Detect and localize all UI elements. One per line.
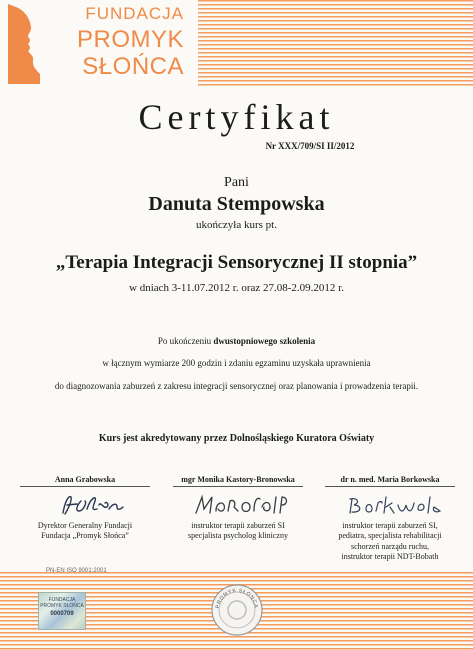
signatory-role-4: instruktor terapii NDT-Bobath	[341, 552, 439, 562]
salutation: Pani	[224, 175, 249, 190]
completed-text: ukończyła kurs pt.	[196, 219, 277, 231]
iso-label: PN-EN ISO 9001:2001	[46, 568, 107, 574]
hologram-text-1: FUNDACJA	[48, 597, 76, 603]
signatory-role-1: instruktor terapii zaburzeń SI,	[342, 521, 438, 530]
signatory-role-2: specjalista psycholog kliniczny	[188, 531, 288, 541]
embossed-seal-icon	[210, 583, 264, 637]
hologram-sticker	[38, 592, 86, 630]
signatory-role-3: schorzeń narządu ruchu,	[351, 541, 429, 551]
recipient-name: Danuta Stempowska	[148, 193, 325, 215]
signature-block-instructor-2	[310, 475, 470, 563]
child-profile-icon	[6, 4, 40, 84]
logo-word-promyk: PROMYK	[76, 26, 184, 53]
course-dates: w dniach 3-11.07.2012 r. oraz 27.08-2.09.2012 r.	[129, 282, 344, 294]
signatory-role-2: pediatra, specjalista rehabilitacji	[338, 531, 442, 541]
paragraph-hours: w łącznym wymiarze 200 godzin i zdaniu egzaminu uzyskała uprawnienia	[102, 358, 371, 368]
paragraph-completion-bold: dwustopniowego szkolenia	[213, 336, 316, 346]
paragraph-completion	[0, 336, 473, 346]
signatory-role-2: Fundacja „Promyk Słońca”	[41, 531, 129, 541]
certificate-title: Certyfikat	[138, 97, 335, 137]
paragraph-completion-lead: Po ukończeniu	[157, 336, 214, 346]
logo-word-fundacja: FUNDACJA	[85, 4, 184, 23]
foundation-logo	[0, 0, 198, 86]
signatory-role-1: instruktor terapii zaburzeń SI	[191, 521, 285, 530]
handwritten-signature	[5, 487, 165, 521]
hologram-text-2: PROMYK SŁOŃCA	[40, 603, 84, 609]
signature-block-instructor-1	[158, 475, 318, 542]
seal-text: PROMYK SŁOŃCA	[215, 587, 259, 609]
signature-block-director	[5, 475, 165, 542]
hologram-code: 0000709	[50, 611, 74, 617]
signatory-role-1: Dyrektor Generalny Fundacji	[37, 521, 133, 530]
accreditation-note: Kurs jest akredytowany przez Dolnośląskiego Kuratora Oświaty	[98, 433, 375, 444]
course-title: „Terapia Integracji Sensorycznej II stopnia”	[55, 252, 418, 273]
logo-word-slonca: SŁOŃCA	[82, 53, 184, 80]
paragraph-qualification: do diagnozowania zaburzeń z zakresu integracji sensorycznej oraz planowania i prowadzenia terapii.	[54, 381, 419, 391]
handwritten-signature	[158, 487, 318, 521]
signatory-name: Anna Grabowska	[54, 475, 116, 484]
handwritten-signature	[310, 487, 470, 521]
certificate-number: Nr XXX/709/SI II/2012	[265, 141, 355, 151]
signatory-name: mgr Monika Kastory-Bronowska	[181, 475, 295, 484]
signatory-name: dr n. med. Maria Borkowska	[340, 475, 440, 484]
